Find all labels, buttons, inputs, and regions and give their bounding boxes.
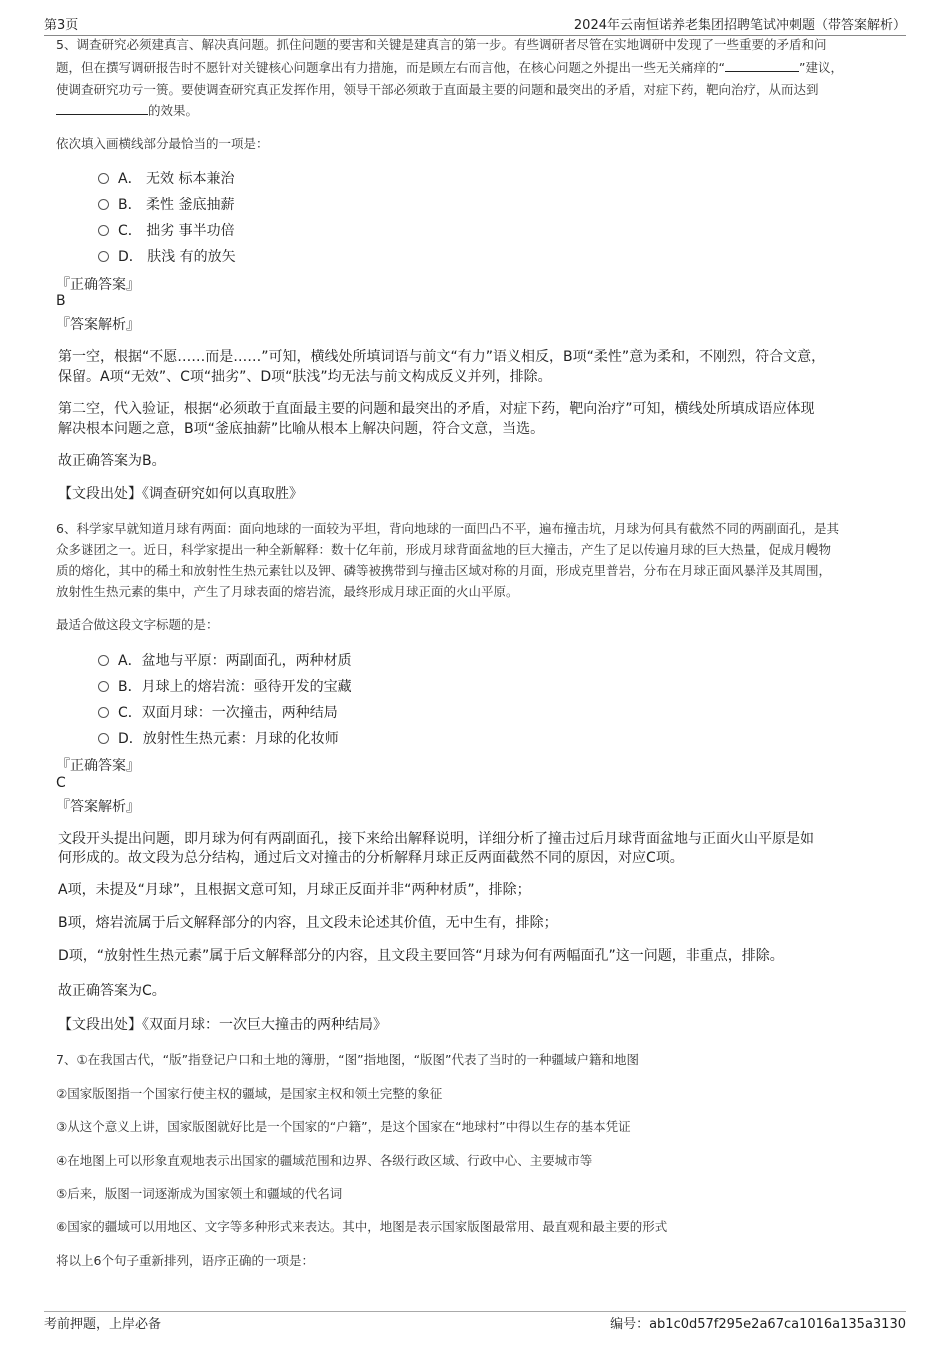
fill-blank-1 [725, 57, 799, 72]
radio-icon[interactable] [98, 681, 109, 692]
footer-slogan: 考前押题，上岸必备 [44, 1317, 162, 1332]
q6-option-b[interactable] [98, 676, 352, 696]
q5-stem-line-4 [56, 100, 198, 121]
q5-option-a[interactable] [98, 168, 234, 188]
q6-answer-label: 『正确答案』 [56, 758, 140, 774]
q5-option-d[interactable] [98, 246, 236, 266]
q5-option-d-label: D． 肤浅 有的放矢 [118, 249, 236, 265]
q5-analysis-p1-line-1: 第一空，根据“不愿……而是……”可知，横线处所填词语与前文“有力”语义相反，B项“柔性”意为柔和，不刚烈，符合文意， [58, 349, 826, 365]
q5-stem-line-3: 使调查研究功亏一篑。要使调查研究真正发挥作用，领导干部必须敢于直面最主要的问题和最突出的矛盾，对症下药，靶向治疗，从而达到 [56, 82, 819, 97]
radio-icon[interactable] [98, 199, 109, 210]
q6-analysis-p4: D项，“放射性生热元素”属于后文解释部分的内容，且文段主要回答“月球为何有两幅面孔”这一问题，非重点，排除。 [58, 948, 784, 964]
q5-analysis-p2-line-1: 第二空，代入验证，根据“必须敢于直面最主要的问题和最突出的矛盾，对症下药，靶向治疗”可知，横线处所填成语应体现 [58, 401, 815, 417]
q6-option-c[interactable] [98, 702, 338, 722]
q6-analysis-p1-line-1: 文段开头提出问题，即月球为何有两副面孔，接下来给出解释说明，详细分析了撞击过后月球背面盆地与正面火山平原是如 [58, 831, 814, 847]
q5-stem-line-2 [56, 57, 843, 78]
q5-option-c[interactable] [98, 220, 235, 240]
q6-analysis-p2: A项，未提及“月球”，且根据文意可知，月球正反面并非“两种材质”，排除； [58, 882, 531, 898]
q5-answer-label: 『正确答案』 [56, 277, 140, 293]
q7-sentence-3: ③从这个意义上讲，国家版图就好比是一个国家的“户籍”，是这个国家在“地球村”中得以生存的基本凭证 [56, 1119, 631, 1134]
q5-analysis-p2-line-2: 解决根本问题之意，B项“釜底抽薪”比喻从根本上解决问题，符合文意，当选。 [58, 421, 545, 437]
q7-sentence-2: ②国家版图指一个国家行使主权的疆域，是国家主权和领土完整的象征 [56, 1086, 443, 1101]
q6-option-c-label: C．双面月球：一次撞击，两种结局 [118, 705, 338, 721]
q5-analysis-p1-line-2: 保留。A项“无效”、C项“拙劣”、D项“肤浅”均无法与前文构成反义并列，排除。 [58, 369, 552, 385]
q6-stem-line-3: 质的熔化，其中的稀土和放射性生热元素钍以及钾、磷等被携带到与撞击区域对称的月面，形成克里普岩，分布在月球正面风暴洋及其周围， [56, 563, 832, 578]
q5-option-b[interactable] [98, 194, 235, 214]
q5-prompt: 依次填入画横线部分最恰当的一项是： [56, 136, 269, 151]
q7-sentence-6: ⑥国家的疆域可以用地区、文字等多种形式来表达。其中，地图是表示国家版图最常用、最直观和最主要的形式 [56, 1219, 668, 1234]
q6-answer: C [56, 775, 66, 791]
radio-icon[interactable] [98, 251, 109, 262]
q7-prompt: 将以上6个句子重新排列，语序正确的一项是： [56, 1253, 314, 1268]
q5-conclusion: 故正确答案为B。 [58, 453, 166, 469]
q6-option-d[interactable] [98, 728, 339, 748]
q7-sentence-4: ④在地图上可以形象直观地表示出国家的疆域范围和边界、各级行政区域、行政中心、主要城市等 [56, 1153, 593, 1168]
q7-sentence-5: ⑤后来，版图一词逐渐成为国家领土和疆域的代名词 [56, 1186, 343, 1201]
q6-stem-line-4: 放射性生热元素的集中，产生了月球表面的熔岩流，最终形成月球正面的火山平原。 [56, 584, 519, 599]
q5-stem-line-2-tail: ”建议， [798, 60, 843, 75]
radio-icon[interactable] [98, 655, 109, 666]
fill-blank-2 [56, 100, 148, 115]
q5-option-b-label: B． 柔性 釜底抽薪 [118, 197, 235, 213]
q5-option-c-label: C． 拙劣 事半功倍 [118, 223, 235, 239]
q5-stem-line-2-text: 题，但在撰写调研报告时不愿针对关键核心问题拿出有力措施，而是顾左右而言他，在核心问题之外提出一些无关痛痒的“ [56, 60, 725, 75]
q6-prompt: 最适合做这段文字标题的是： [56, 617, 219, 632]
q6-option-a[interactable] [98, 650, 352, 670]
q6-option-d-label: D．放射性生热元素：月球的化妆师 [118, 731, 339, 747]
q6-analysis-p1-line-2: 何形成的。故文段为总分结构，通过后文对撞击的分析解释月球正反两面截然不同的原因，对应C项。 [58, 850, 684, 866]
radio-icon[interactable] [98, 733, 109, 744]
radio-icon[interactable] [98, 707, 109, 718]
q7-sentence-1: 7、①在我国古代，“版”指登记户口和土地的簿册，“图”指地图，“版图”代表了当时的一种疆域户籍和地图 [56, 1052, 640, 1067]
document-title: 2024年云南恒诺养老集团招聘笔试冲刺题（带答案解析） [573, 18, 906, 33]
q6-analysis-p3: B项，熔岩流属于后文解释部分的内容，且文段未论述其价值，无中生有，排除； [58, 915, 558, 931]
document-id: 编号：ab1c0d57f295e2a67ca1016a135a3130 [610, 1317, 906, 1332]
q6-conclusion: 故正确答案为C。 [58, 983, 166, 999]
radio-icon[interactable] [98, 225, 109, 236]
q6-stem-line-1: 6、科学家早就知道月球有两面：面向地球的一面较为平坦，背向地球的一面凹凸不平，遍布撞击坑，月球为何具有截然不同的两副面孔，是其 [56, 521, 839, 536]
radio-icon[interactable] [98, 173, 109, 184]
q6-source: 【文段出处】《双面月球：一次巨大撞击的两种结局》 [58, 1017, 387, 1033]
q5-analysis-label: 『答案解析』 [56, 317, 140, 333]
q6-option-a-label: A．盆地与平原：两副面孔，两种材质 [118, 653, 352, 669]
page-number: 第3页 [44, 18, 79, 33]
q5-answer: B [56, 293, 66, 309]
q6-analysis-label: 『答案解析』 [56, 799, 140, 815]
q5-source: 【文段出处】《调查研究如何以真取胜》 [58, 486, 303, 502]
q5-stem-line-4-tail: 的效果。 [148, 103, 199, 118]
q6-option-b-label: B．月球上的熔岩流：亟待开发的宝藏 [118, 679, 352, 695]
q6-stem-line-2: 众多谜团之一。近日，科学家提出一种全新解释：数十亿年前，形成月球背面盆地的巨大撞击，产生了足以传遍月球的巨大热量，促成月幔物 [56, 542, 832, 557]
q5-stem-line-1: 5、调查研究必须建真言、解决真问题。抓住问题的要害和关键是建真言的第一步。有些调研者尽管在实地调研中发现了一些重要的矛盾和问 [56, 37, 827, 52]
footer-divider [44, 1311, 906, 1312]
q5-option-a-label: A． 无效 标本兼治 [118, 171, 235, 187]
